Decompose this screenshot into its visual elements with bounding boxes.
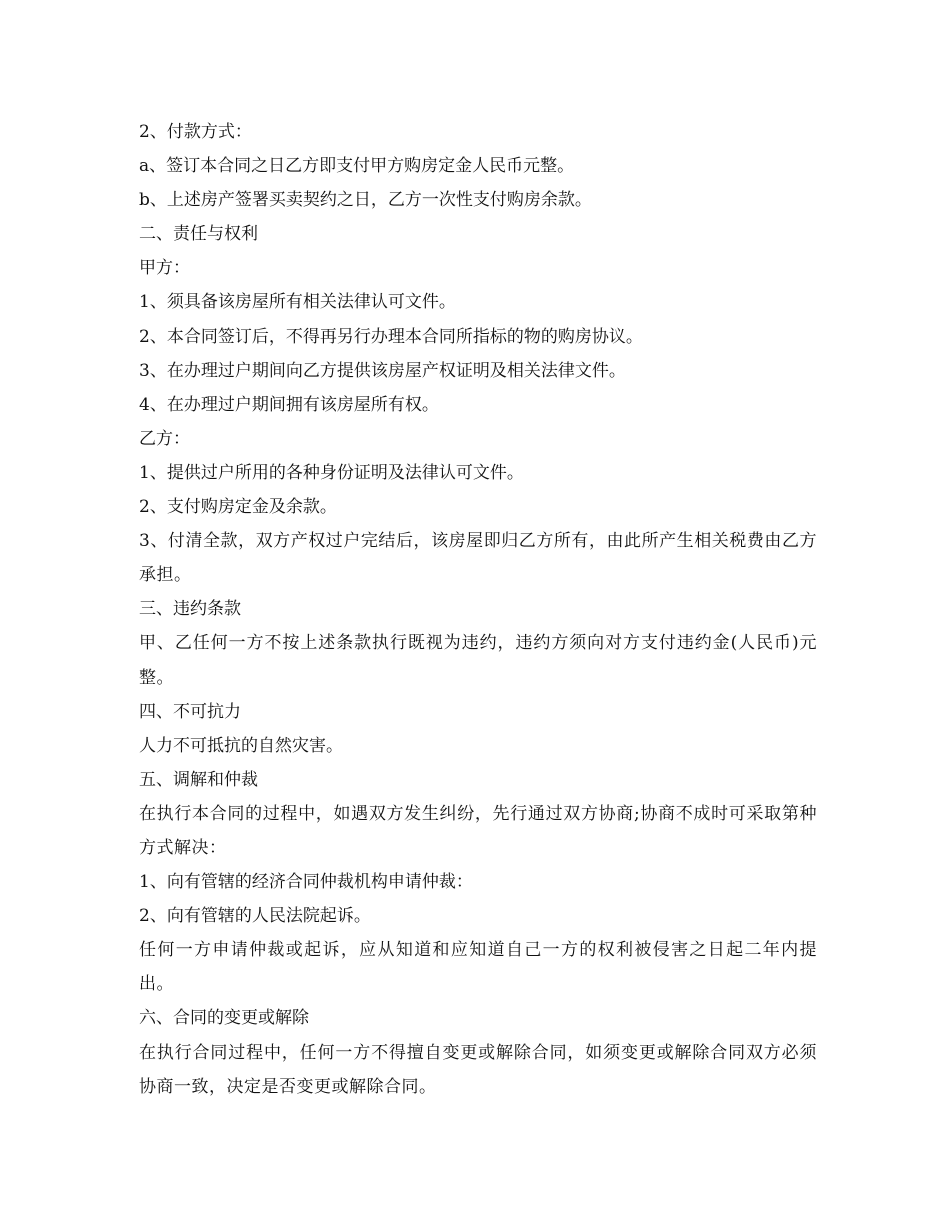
payment-method-heading: 2、付款方式： — [139, 122, 252, 142]
section-heading-force-majeure: 四、不可抗力 — [139, 701, 241, 722]
party-a-label: 甲方： — [139, 258, 190, 279]
arbitration-option-2: 2、向有管辖的人民法院起诉。 — [139, 906, 371, 927]
contract-body — [139, 115, 817, 1104]
section-heading-change: 六、合同的变更或解除 — [139, 1008, 309, 1029]
party-a-item-2: 2、本合同签订后，不得再另行办理本合同所指标的物的购房协议。 — [139, 326, 643, 347]
breach-clause: 甲、乙任何一方不按上述条款执行既视为违约，违约方须向对方支付违约金(人民币)元整。 — [139, 633, 817, 688]
section-heading-breach: 三、违约条款 — [139, 599, 241, 620]
arbitration-option-1: 1、向有管辖的经济合同仲裁机构申请仲裁： — [139, 872, 473, 893]
force-majeure-clause: 人力不可抵抗的自然灾害。 — [139, 735, 343, 756]
party-b-item-1: 1、提供过户所用的各种身份证明及法律认可文件。 — [139, 462, 524, 483]
party-b-item-3: 3、付清全款，双方产权过户完结后，该房屋即归乙方所有，由此所产生相关税费由乙方承担。 — [139, 531, 817, 586]
section-heading-rights: 二、责任与权利 — [139, 224, 258, 245]
party-a-item-1: 1、须具备该房屋所有相关法律认可文件。 — [139, 292, 456, 313]
change-termination-clause: 在执行合同过程中，任何一方不得擅自变更或解除合同，如须变更或解除合同双方必须协商一致，决定是否变更或解除合同。 — [139, 1042, 817, 1097]
arbitration-deadline-clause: 任何一方申请仲裁或起诉，应从知道和应知道自己一方的权利被侵害之日起二年内提出。 — [139, 940, 817, 995]
arbitration-clause: 在执行本合同的过程中，如遇双方发生纠纷，先行通过双方协商;协商不成时可采取第种方式解决： — [139, 803, 817, 858]
party-a-item-4: 4、在办理过户期间拥有该房屋所有权。 — [139, 394, 439, 415]
section-heading-arbitration: 五、调解和仲裁 — [139, 769, 258, 790]
payment-clause-b: b、上述房产签署买卖契约之日，乙方一次性支付购房余款。 — [139, 190, 592, 211]
payment-clause-a: a、签订本合同之日乙方即支付甲方购房定金人民币元整。 — [139, 156, 575, 177]
party-b-label: 乙方： — [139, 428, 190, 449]
party-a-item-3: 3、在办理过户期间向乙方提供该房屋产权证明及相关法律文件。 — [139, 360, 626, 381]
party-b-item-2: 2、支付购房定金及余款。 — [139, 497, 337, 518]
